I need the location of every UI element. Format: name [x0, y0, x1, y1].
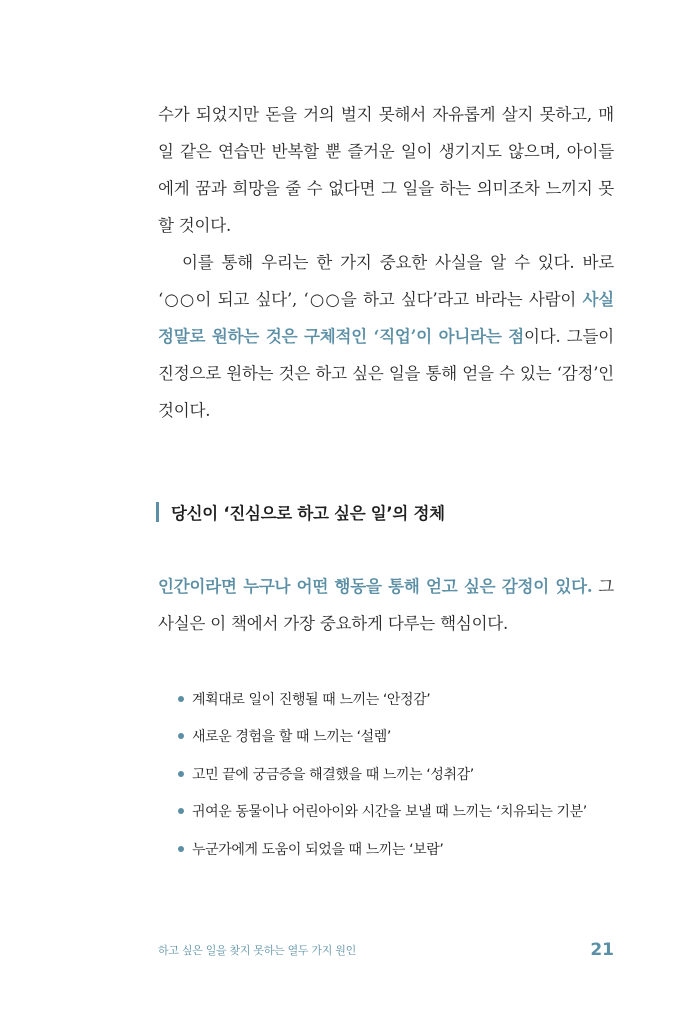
heading-accent-bar	[156, 502, 159, 522]
section-intro	[158, 568, 614, 642]
section-intro-highlight: 인간이라면 누구나 어떤 행동을 통해 얻고 싶은 감정이 있다.	[158, 577, 593, 596]
list-item	[178, 680, 587, 718]
page-number: 21	[590, 940, 614, 960]
bullet-dot-icon	[178, 846, 184, 852]
bullet-dot-icon	[178, 733, 184, 739]
section-intro-paragraph	[158, 568, 614, 642]
paragraph-1: 수가 되었지만 돈을 거의 벌지 못해서 자유롭게 살지 못하고, 매일 같은 연습만 반복할 뿐 즐거운 일이 생기지도 않으며, 아이들에게 꿈과 희망을 줄 수 없다면 그 일을 하는 의미조차 느끼지 못할 것이다.	[158, 105, 614, 235]
section-heading	[156, 500, 612, 524]
bullet-dot-icon	[178, 696, 184, 702]
bullet-dot-icon	[178, 771, 184, 777]
list-item	[178, 755, 587, 793]
list-item	[178, 718, 587, 756]
list-item-text: 고민 끝에 궁금증을 해결했을 때 느끼는 ‘성취감’	[192, 766, 474, 783]
list-item-text: 계획대로 일이 진행될 때 느끼는 ‘안정감’	[192, 691, 431, 708]
list-item	[178, 793, 587, 831]
page-footer	[158, 940, 614, 960]
list-item-text: 누군가에게 도움이 되었을 때 느끼는 ‘보람’	[192, 841, 444, 858]
list-item-text: 새로운 경험을 할 때 느끼는 ‘설렘’	[192, 729, 391, 746]
body-text	[158, 96, 614, 429]
bullet-dot-icon	[178, 808, 184, 814]
paragraph-2-highlight: 사실 정말로 원하는 것은 구체적인 ‘직업’이 아니라는 점	[158, 290, 614, 346]
emotion-list	[178, 680, 587, 868]
section-intro-tail: 그 사실은 이 책에서 가장 중요하게 다루는 핵심이다.	[158, 577, 614, 633]
section-heading-text: 당신이 ‘진심으로 하고 싶은 일’의 정체	[171, 504, 445, 523]
paragraph-2	[158, 244, 614, 429]
footer-book-title: 하고 싶은 일을 찾지 못하는 열두 가지 원인	[158, 944, 356, 957]
list-item	[178, 830, 587, 868]
list-item-text: 귀여운 동물이나 어린아이와 시간을 보낼 때 느끼는 ‘치유되는 기분’	[192, 804, 587, 821]
paragraph-2-lead: 이를 통해 우리는 한 가지 중요한 사실을 알 수 있다. 바로 ‘○○이 되고 싶다’, ‘○○을 하고 싶다’라고 바라는 사람이	[158, 253, 614, 309]
paragraph-2-tail: 이다. 그들이 진정으로 원하는 것은 하고 싶은 일을 통해 얻을 수 있는 ‘감정’인 것이다.	[158, 327, 614, 420]
